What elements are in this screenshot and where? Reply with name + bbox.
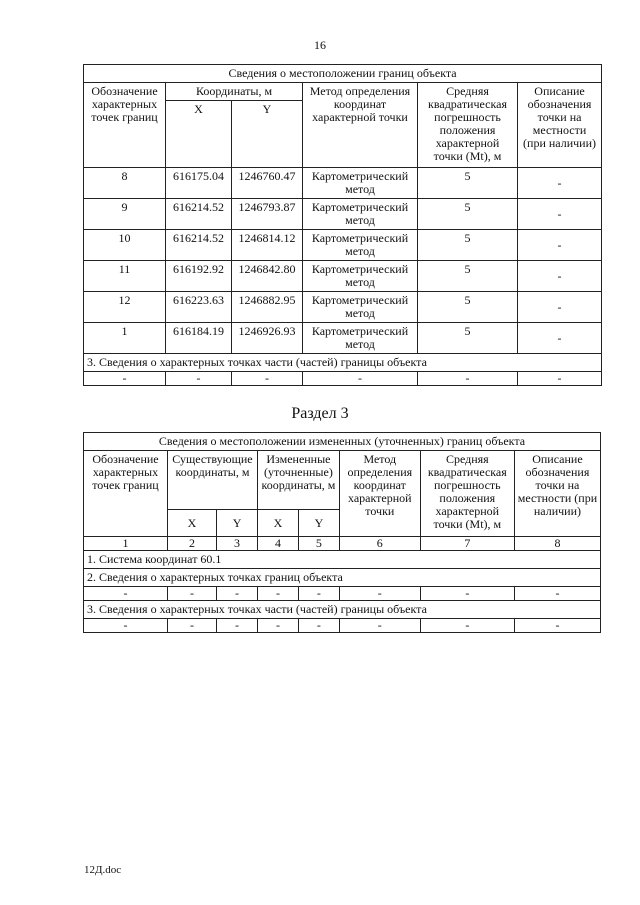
dash-cell: - [298,587,339,601]
header-changed-coordinates: Измененные (уточненные) координаты, м [258,451,340,510]
x-cell: 616214.52 [166,230,232,261]
part-points-title: 3. Сведения о характерных точках части (частей) границы объекта [84,601,601,619]
desc-cell: - [518,261,602,292]
section-title: Раздел 3 [291,405,349,422]
dash-cell: - [258,619,299,633]
changed-boundary-table [83,432,601,633]
dash-cell: - [420,587,514,601]
column-number: 2 [167,537,216,551]
dash-cell: - [258,587,299,601]
dash-cell: - [167,587,216,601]
point-cell: 12 [84,292,166,323]
dash-cell: - [514,619,600,633]
table-row [84,199,602,230]
column-number: 4 [258,537,299,551]
header-y: Y [232,101,303,168]
coordinate-system-row: 1. Система координат 60.1 [84,551,601,569]
error-cell: 5 [418,323,518,354]
x-cell: 616223.63 [166,292,232,323]
footer-filename: 12Д.doc [84,864,122,876]
point-cell: 1 [84,323,166,354]
empty-row [84,372,602,386]
y-cell: 1246793.87 [232,199,303,230]
header-x-existing: X [167,510,216,537]
dash-cell: - [339,619,420,633]
point-cell: 9 [84,199,166,230]
boundary-points-title: 2. Сведения о характерных точках границ объекта [84,569,601,587]
error-cell: 5 [418,199,518,230]
point-cell: 11 [84,261,166,292]
dash-cell: - [232,372,303,386]
dash-cell: - [420,619,514,633]
column-number: 5 [298,537,339,551]
dash-cell: - [166,372,232,386]
header-coordinates: Координаты, м [166,83,303,101]
y-cell: 1246842.80 [232,261,303,292]
dash-cell: - [298,619,339,633]
x-cell: 616192.92 [166,261,232,292]
header-x: X [166,101,232,168]
header-y-changed: Y [298,510,339,537]
method-cell: Картометрический метод [303,292,418,323]
table2-caption: Сведения о местоположении измененных (уточненных) границ объекта [84,433,601,451]
header-error: Средняя квадратическая погрешность положения характерной точки (Mt), м [418,83,518,168]
y-cell: 1246760.47 [232,168,303,199]
table-row [84,323,602,354]
header-method: Метод определения координат характерной точки [303,83,418,168]
header-description: Описание обозначения точки на местности (при наличии) [518,83,602,168]
boundary-location-table [83,64,602,386]
table-row [84,261,602,292]
column-number: 3 [217,537,258,551]
empty-row [84,587,601,601]
method-cell: Картометрический метод [303,261,418,292]
column-number: 7 [420,537,514,551]
method-cell: Картометрический метод [303,199,418,230]
error-cell: 5 [418,292,518,323]
point-cell: 10 [84,230,166,261]
table1-caption: Сведения о местоположении границ объекта [84,65,602,83]
error-cell: 5 [418,168,518,199]
y-cell: 1246882.95 [232,292,303,323]
column-number: 8 [514,537,600,551]
y-cell: 1246926.93 [232,323,303,354]
table-row [84,292,602,323]
point-cell: 8 [84,168,166,199]
method-cell: Картометрический метод [303,168,418,199]
dash-cell: - [84,372,166,386]
header-description: Описание обозначения точки на местности (при наличии) [514,451,600,537]
desc-cell: - [518,168,602,199]
dash-cell: - [217,587,258,601]
dash-cell: - [518,372,602,386]
table-row [84,230,602,261]
desc-cell: - [518,230,602,261]
dash-cell: - [514,587,600,601]
header-y-existing: Y [217,510,258,537]
header-method: Метод определения координат характерной точки [339,451,420,537]
x-cell: 616184.19 [166,323,232,354]
column-number: 1 [84,537,168,551]
desc-cell: - [518,323,602,354]
dash-cell: - [418,372,518,386]
header-point-designation: Обозначение характерных точек границ [84,83,166,168]
part-points-title: 3. Сведения о характерных точках части (частей) границы объекта [84,354,602,372]
header-point-designation: Обозначение характерных точек границ [84,451,168,537]
dash-cell: - [303,372,418,386]
table-row [84,168,602,199]
desc-cell: - [518,292,602,323]
column-numbers-row [84,537,601,551]
page-number: 16 [314,38,326,52]
column-number: 6 [339,537,420,551]
header-existing-coordinates: Существующие координаты, м [167,451,257,510]
header-x-changed: X [258,510,299,537]
header-error: Средняя квадратическая погрешность положения характерной точки (Mt), м [420,451,514,537]
method-cell: Картометрический метод [303,323,418,354]
dash-cell: - [167,619,216,633]
dash-cell: - [217,619,258,633]
dash-cell: - [84,619,168,633]
method-cell: Картометрический метод [303,230,418,261]
error-cell: 5 [418,261,518,292]
x-cell: 616214.52 [166,199,232,230]
error-cell: 5 [418,230,518,261]
x-cell: 616175.04 [166,168,232,199]
empty-row [84,619,601,633]
desc-cell: - [518,199,602,230]
y-cell: 1246814.12 [232,230,303,261]
dash-cell: - [84,587,168,601]
dash-cell: - [339,587,420,601]
